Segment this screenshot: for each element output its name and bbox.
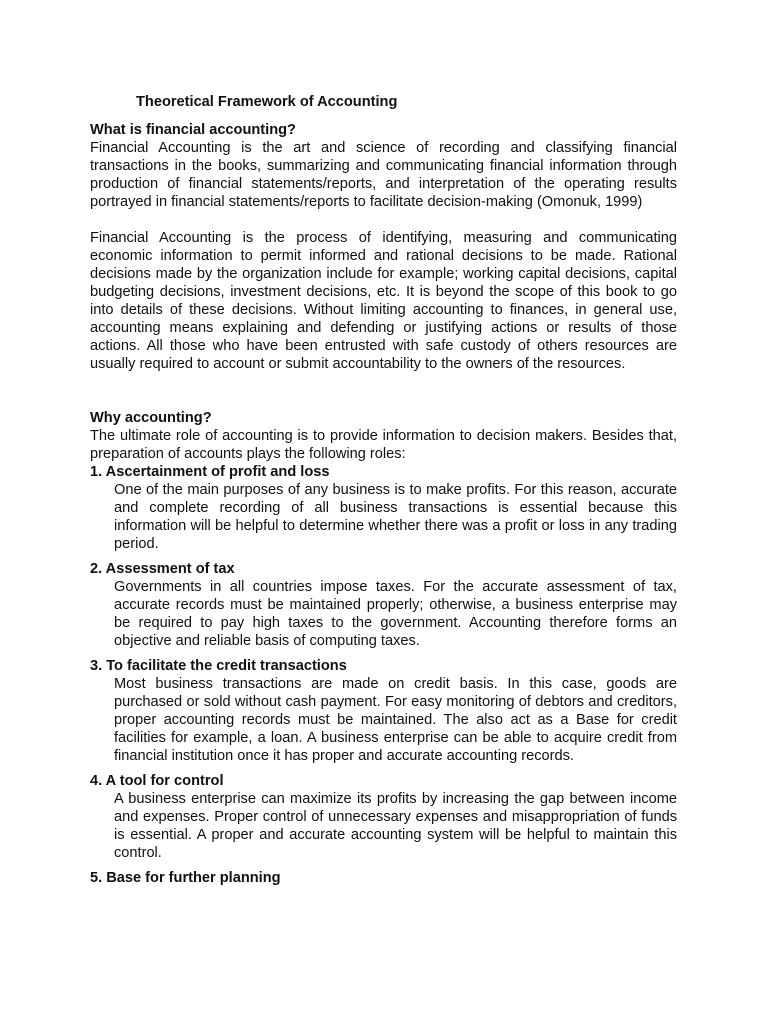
role-heading: 4. A tool for control bbox=[90, 773, 224, 789]
section-heading: What is financial accounting? bbox=[90, 122, 296, 138]
section-intro: The ultimate role of accounting is to provide information to decision makers. Besides that, preparation of accounts plays the following roles: bbox=[90, 428, 677, 462]
role-item bbox=[90, 869, 677, 887]
document-title: Theoretical Framework of Accounting bbox=[136, 94, 398, 110]
role-item bbox=[90, 772, 677, 862]
document-content bbox=[90, 93, 677, 894]
role-item bbox=[90, 560, 677, 650]
paragraph: Financial Accounting is the process of identifying, measuring and communicating economic information to permit informed and rational decisions to be made. Rational decisions made by the organization include for example; working capital decisions, capital budgeting decisions, investment decisions, etc. It is beyond the scope of this book to go into details of these decisions. Without limiting accounting to finances, in general use, accounting means explaining and defending or justifying actions or results of those actions. All those who have been entrusted with safe custody of others resources are usually required to account or submit accountability to the owners of the resources. bbox=[90, 230, 677, 372]
role-body: One of the main purposes of any business is to make profits. For this reason, accurate and complete recording of all business transactions is essential because this information will be helpful to determine whether there was a profit or loss in any trading period. bbox=[114, 482, 677, 552]
section-what-is-financial-accounting bbox=[90, 121, 677, 373]
role-heading: 3. To facilitate the credit transactions bbox=[90, 658, 347, 674]
role-item bbox=[90, 463, 677, 553]
role-body: A business enterprise can maximize its profits by increasing the gap between income and expenses. Proper control of unnecessary expenses and misappropriation of funds is essential. A proper and accurate accounting system will be helpful to maintain this control. bbox=[114, 791, 677, 861]
section-why-accounting bbox=[90, 409, 677, 887]
role-heading: 1. Ascertainment of profit and loss bbox=[90, 464, 330, 480]
role-heading: 5. Base for further planning bbox=[90, 870, 281, 886]
role-body: Governments in all countries impose taxes. For the accurate assessment of tax, accurate records must be maintained properly; otherwise, a business enterprise may be required to pay high taxes to the government. Accounting therefore forms an objective and reliable basis of computing taxes. bbox=[114, 579, 677, 649]
role-heading: 2. Assessment of tax bbox=[90, 561, 235, 577]
role-item bbox=[90, 657, 677, 765]
role-body: Most business transactions are made on credit basis. In this case, goods are purchased or sold without cash payment. For easy monitoring of debtors and creditors, proper accounting records must be maintained. The also act as a Base for credit facilities for example, a loan. A business enterprise can be able to acquire credit from financial institution once it has proper and accurate accounting records. bbox=[114, 676, 677, 764]
section-heading: Why accounting? bbox=[90, 410, 212, 426]
paragraph: Financial Accounting is the art and science of recording and classifying financial transactions in the books, summarizing and communicating financial information through production of financial statements/reports, and interpretation of the operating results portrayed in financial statements/reports to facilitate decision-making (Omonuk, 1999) bbox=[90, 140, 677, 210]
